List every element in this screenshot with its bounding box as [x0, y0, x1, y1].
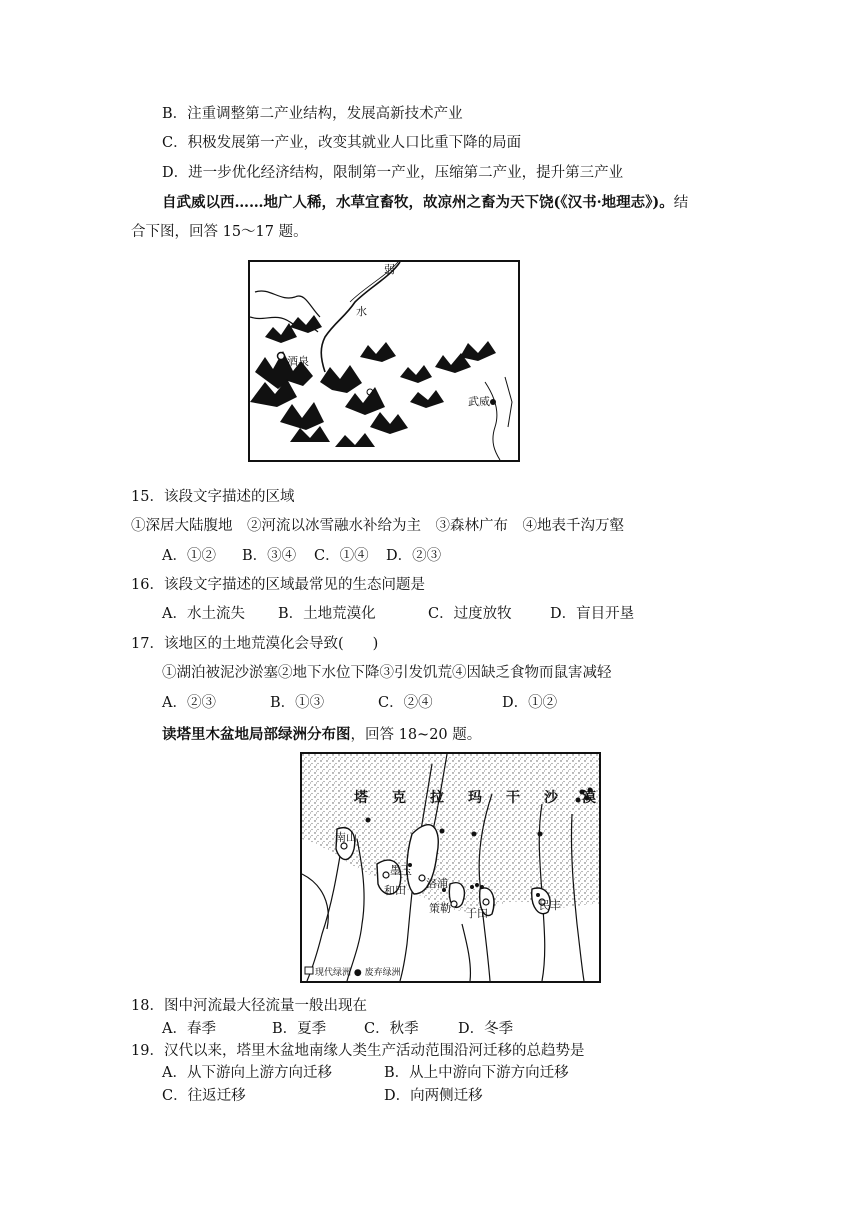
q15-option-b: B．③④: [242, 548, 297, 564]
q18-option-a: A．春季: [162, 1021, 216, 1037]
passage1-line1: [162, 193, 688, 213]
passage2: [162, 725, 481, 745]
q15-option-a: A．①②: [162, 548, 216, 564]
q19-option-a: A．从下游向上游方向迁移: [162, 1065, 332, 1081]
q16-option-c: C．过度放牧: [428, 606, 512, 622]
label-nanshan: 南山: [335, 831, 357, 844]
q18-stem: 18．图中河流最大径流量一般出现在: [131, 998, 367, 1014]
map-tarim-oases: [300, 752, 601, 983]
desert-name: 塔 克 拉 玛 干 沙 漠: [354, 790, 598, 806]
label-moyu: 墨玉: [390, 864, 412, 877]
passage2-bold: 读塔里木盆地局部绿洲分布图: [162, 726, 351, 743]
label-yutian: 于田: [466, 907, 488, 920]
q19-option-c: C．往返迁移: [162, 1088, 246, 1104]
q14-option-c: C．积极发展第一产业，改变其就业人口比重下降的局面: [162, 135, 522, 151]
q18-options: [162, 1019, 513, 1039]
passage1-line2: 合下图，回答 15～17 题。: [131, 224, 308, 240]
label-wuwei: 武威: [468, 395, 490, 408]
q18-option-d: D．冬季: [458, 1021, 514, 1037]
q15-statements: ①深居大陆腹地 ②河流以冰雪融水补给为主 ③森林广布 ④地表千沟万壑: [131, 518, 624, 534]
q17-statements: ①湖泊被泥沙淤塞②地下水位下降③引发饥荒④因缺乏食物而鼠害减轻: [162, 665, 612, 681]
q19-option-b: B．从上中游向下游方向迁移: [384, 1065, 569, 1081]
q14-option-b: B．注重调整第二产业结构，发展高新技术产业: [162, 106, 463, 122]
q16-stem: 16．该段文字描述的区域最常见的生态问题是: [131, 577, 425, 593]
q16-option-d: D．盲目开垦: [550, 606, 635, 622]
q19-stem: 19．汉代以来，塔里木盆地南缘人类生产活动范围沿河迁移的总趋势是: [131, 1043, 585, 1059]
label-hetian: 和田: [384, 884, 406, 897]
passage1-quote: 自武威以西……地广人稀，水草宜畜牧，故凉州之畜为天下饶(《汉书·地理志》)。: [162, 194, 674, 211]
q17-stem: 17．该地区的土地荒漠化会导致( ): [131, 636, 379, 652]
label-cele: 策勒: [429, 902, 451, 915]
passage2-rest: ，回答 18~20 题。: [350, 727, 482, 743]
q16-options: [162, 604, 634, 624]
map-legend: 现代绿洲 ● 废弃绿洲: [315, 968, 401, 978]
q15-option-d: D．②③: [386, 548, 442, 564]
q15-options: [162, 546, 441, 566]
label-minfeng: 民丰: [539, 899, 561, 912]
q17-option-a: A．②③: [162, 695, 216, 711]
label-ruo: 弱: [384, 263, 395, 276]
jiuquan-dot: [278, 353, 285, 360]
q17-option-b: B．①③: [270, 695, 325, 711]
q16-option-b: B．土地荒漠化: [278, 606, 376, 622]
q15-stem: 15．该段文字描述的区域: [131, 489, 295, 505]
label-jiuquan: 酒泉: [287, 355, 309, 368]
passage1-tail1: 结: [673, 195, 689, 211]
wuwei-dot: [490, 399, 496, 405]
q16-option-a: A．水土流失: [162, 606, 245, 622]
q14-option-d: D．进一步优化经济结构，限制第一产业，压缩第二产业，提升第三产业: [162, 165, 624, 181]
q18-option-b: B．夏季: [272, 1021, 327, 1037]
q17-options: [162, 693, 557, 713]
q17-option-c: C．②④: [378, 695, 433, 711]
label-shui: 水: [356, 305, 367, 318]
q19-option-d: D．向两侧迁移: [384, 1088, 483, 1104]
label-luopu: 洛浦: [426, 877, 448, 890]
q17-option-d: D．①②: [502, 695, 558, 711]
q18-option-c: C．秋季: [364, 1021, 419, 1037]
q15-option-c: C．①④: [314, 548, 369, 564]
map-tarim-drawing: [302, 754, 599, 981]
map-hexi-corridor: [248, 260, 520, 462]
